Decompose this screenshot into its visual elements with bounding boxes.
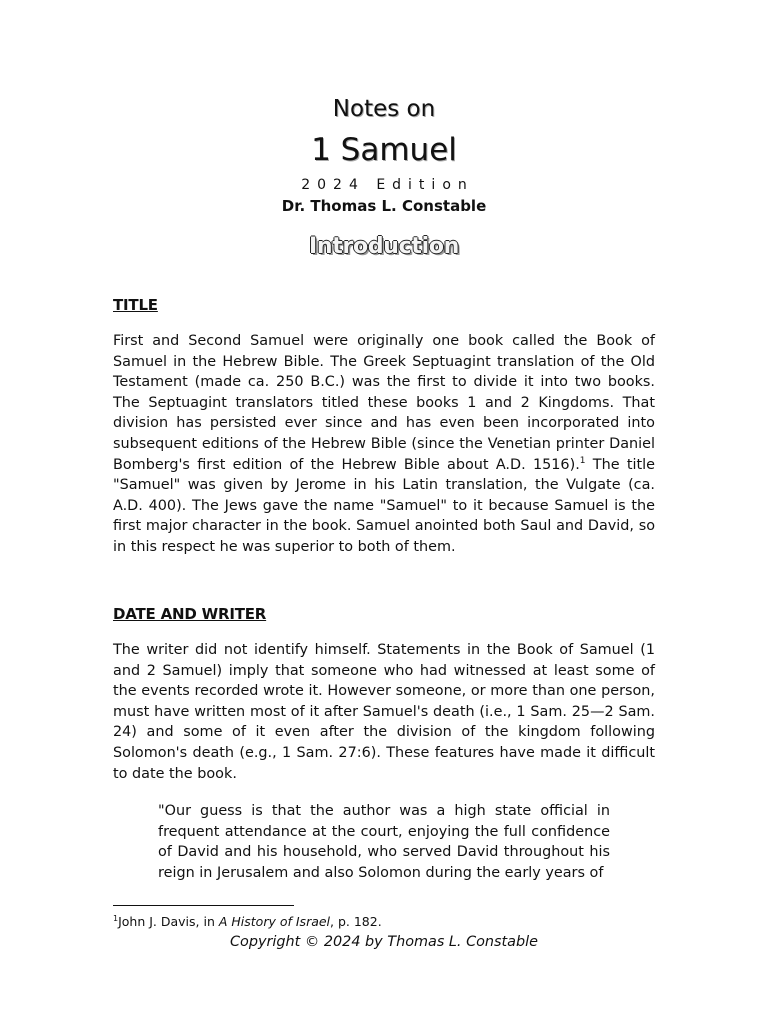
footnote-divider	[113, 905, 294, 906]
heading-date-and-writer: DATE AND WRITER	[113, 605, 267, 623]
footnote-reference[interactable]: 1	[579, 455, 586, 466]
copyright-notice: Copyright © 2024 by Thomas L. Constable	[230, 934, 538, 950]
title-notes-on: Notes on	[332, 96, 436, 122]
book-title: 1 Samuel	[311, 132, 457, 168]
footnote-number: 1	[113, 914, 119, 923]
edition-label: 2024 Edition	[301, 177, 474, 193]
paragraph-date-writer: The writer did not identify himself. Statements in the Book of Samuel (1 and 2 Samuel) imply that someone who had witnessed at least some of the events recorded wrote it. However someone, or more than one person, must have written most of it after Samuel's death (i.e., 1 Sam. 25—2 Sam. 24) and some of it even after the division of the kingdom following Solomon's death (e.g., 1 Sam. 27:6). These features have made it difficult to date the book.	[113, 642, 655, 782]
heading-title: TITLE	[113, 296, 158, 314]
paragraph-title-part2: The title "Samuel" was given by Jerome in his Latin translation, the Vulgate (ca. A.D. 400). The Jews gave the name "Samuel" to it because Samuel is the first major character in the book. Samuel anointed both Saul and David, so in this respect he was superior to both of them.	[113, 456, 655, 555]
block-quote: "Our guess is that the author was a high state official in frequent attendance at the court, enjoying the full confidence of David and his household, who served David throughout his reign in Jerusalem and also Solomon during the early years of	[158, 803, 610, 881]
author-name: Dr. Thomas L. Constable	[281, 197, 487, 215]
section-title-introduction: Introduction	[308, 234, 459, 259]
paragraph-title-part1: First and Second Samuel were originally one book called the Book of Samuel in the Hebrew Bible. The Greek Septuagint translation of the Old Testament (made ca. 250 B.C.) was the first to divide it into two books. The Septuagint translators titled these books 1 and 2 Kingdoms. That division has persisted ever since and has even been incorporated into subsequent editions of the Hebrew Bible (since the Venetian printer Daniel Bomberg's first edition of the Hebrew Bible about A.D. 1516).	[113, 333, 655, 473]
footnote-text-after: , p. 182.	[330, 914, 382, 930]
footnote-text-before: John J. Davis, in	[118, 914, 219, 930]
footnote-book-title: A History of Israel	[218, 914, 331, 930]
footnote	[113, 914, 382, 929]
paragraph-title	[113, 331, 655, 558]
